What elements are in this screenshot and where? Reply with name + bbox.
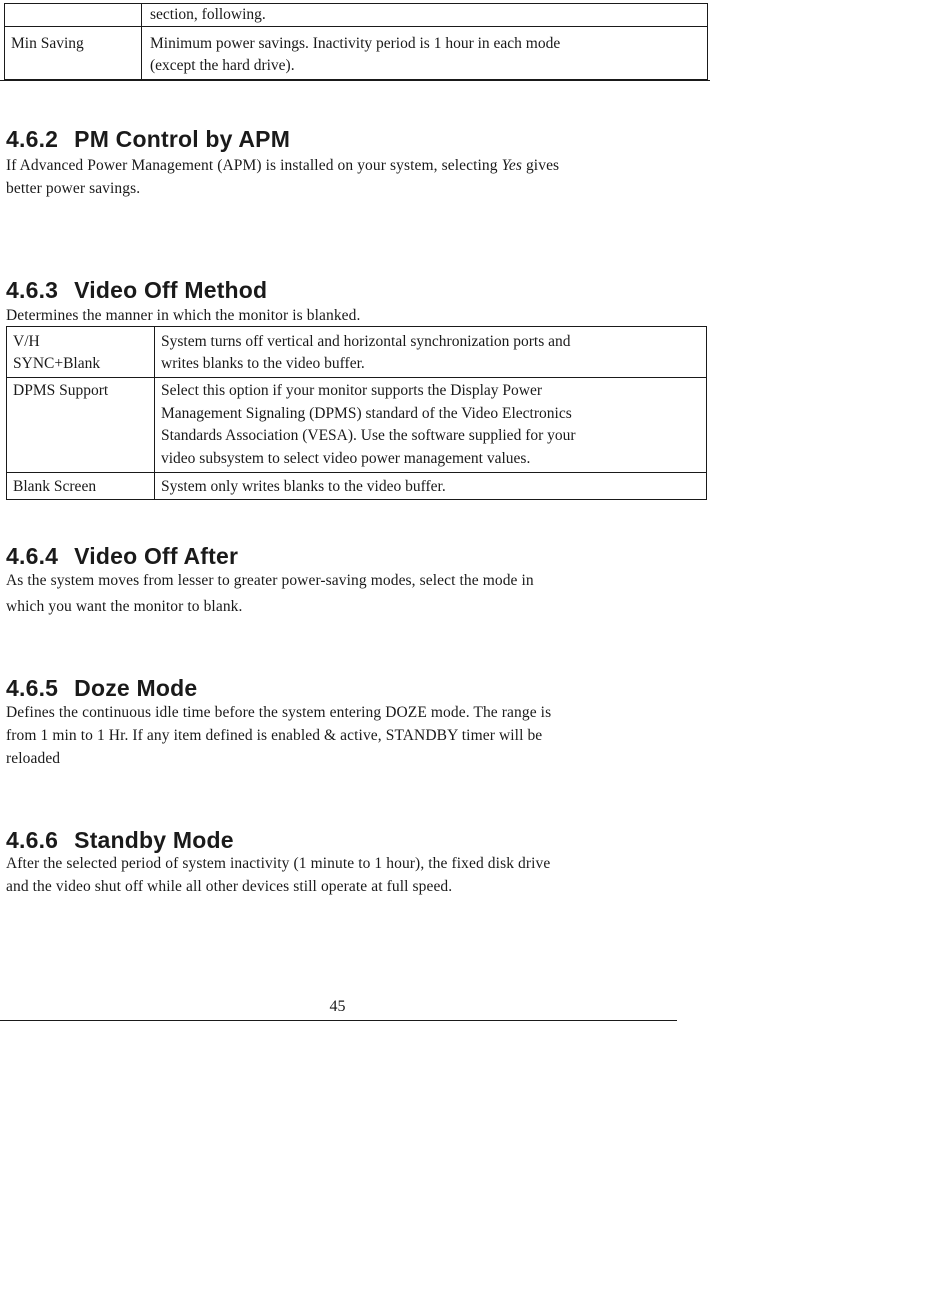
term-line: SYNC+Blank (13, 355, 101, 372)
power-mode-table (4, 3, 708, 80)
desc-line: System only writes blanks to the video buffer. (161, 478, 446, 495)
section-body (6, 569, 706, 618)
section-body (6, 852, 706, 898)
body-line: which you want the monitor to blank. (6, 598, 243, 615)
body-text: If Advanced Power Management (APM) is installed on your system, selecting (6, 157, 502, 174)
table-cell-term (7, 473, 155, 500)
section-heading (6, 277, 267, 304)
table-row (5, 4, 708, 27)
term-label: DPMS Support (13, 382, 109, 399)
table-bottom-rule (0, 80, 710, 81)
section-body (6, 701, 706, 770)
desc-line: (except the hard drive). (150, 57, 295, 74)
section-intro: Determines the manner in which the monitor is blanked. (6, 307, 361, 324)
term-label: Min Saving (11, 35, 84, 52)
desc-line: Standards Association (VESA). Use the software supplied for your (161, 427, 576, 444)
emphasis-text: Yes (501, 157, 522, 174)
desc-line: System turns off vertical and horizontal synchronization ports and (161, 333, 571, 350)
table-cell-desc (142, 4, 708, 27)
section-number: 4.6.2 (6, 126, 59, 152)
body-line: After the selected period of system inactivity (1 minute to 1 hour), the fixed disk drive (6, 855, 551, 872)
section-title: Video Off Method (74, 277, 268, 303)
section-title: Doze Mode (74, 675, 198, 701)
body-line: from 1 min to 1 Hr. If any item defined is enabled & active, STANDBY timer will be (6, 727, 543, 744)
section-body (6, 154, 706, 200)
term-label: Blank Screen (13, 478, 97, 495)
body-line: reloaded (6, 750, 61, 767)
table-row (7, 378, 707, 473)
section-number: 4.6.3 (6, 277, 59, 303)
table-cell-term (7, 378, 155, 473)
table-row (5, 27, 708, 80)
section-title: Video Off After (74, 543, 239, 569)
table-cell-term (5, 27, 142, 80)
footer-rule (0, 1020, 677, 1021)
desc-line: writes blanks to the video buffer. (161, 355, 365, 372)
section-title: Standby Mode (74, 827, 234, 853)
section-number: 4.6.6 (6, 827, 59, 853)
desc-line: video subsystem to select video power management values. (161, 449, 531, 467)
section-heading (6, 543, 238, 570)
body-line (6, 154, 706, 177)
section-title: PM Control by APM (74, 126, 291, 152)
video-off-method-table (6, 326, 707, 500)
table-cell-desc (142, 27, 708, 80)
body-line: Defines the continuous idle time before the system entering DOZE mode. The range is (6, 704, 552, 721)
table-cell-term (7, 327, 155, 378)
section-number: 4.6.5 (6, 675, 59, 701)
table-cell-desc (155, 473, 707, 500)
desc-line: Management Signaling (DPMS) standard of the Video Electronics (161, 404, 572, 422)
table-cell-desc (155, 327, 707, 378)
section-heading (6, 126, 290, 153)
section-heading (6, 675, 197, 702)
term-line: V/H (13, 333, 40, 350)
page-number: 45 (329, 998, 346, 1015)
body-line: and the video shut off while all other devices still operate at full speed. (6, 878, 453, 895)
body-line: better power savings. (6, 180, 141, 197)
table-row (7, 473, 707, 500)
desc-line: Minimum power savings. Inactivity period is 1 hour in each mode (150, 35, 561, 52)
table-cell-term (5, 4, 142, 27)
desc-line: Select this option if your monitor supports the Display Power (161, 382, 543, 399)
section-heading (6, 827, 234, 854)
section-number: 4.6.4 (6, 543, 59, 569)
desc-line: section, following. (150, 6, 266, 23)
body-line: As the system moves from lesser to greater power-saving modes, select the mode in (6, 572, 534, 589)
body-text: gives (521, 157, 560, 174)
table-cell-desc (155, 378, 707, 473)
table-row (7, 327, 707, 378)
